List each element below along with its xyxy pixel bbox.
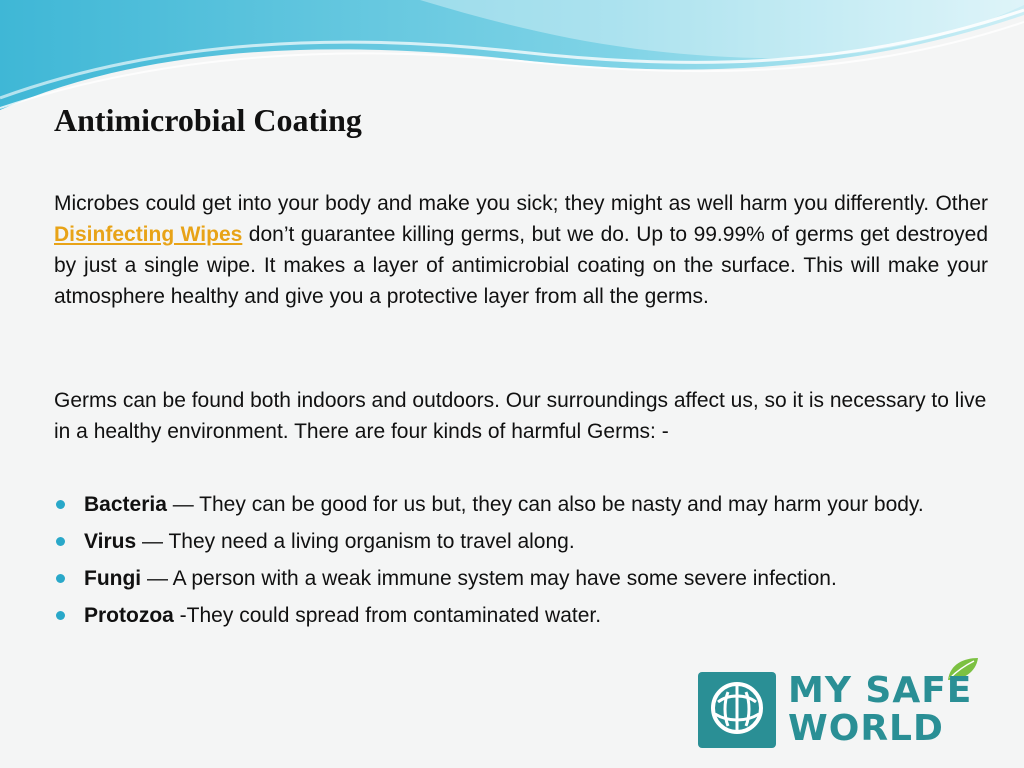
my-safe-world-logo (698, 656, 988, 748)
logo-text-line2: WORLD (788, 708, 944, 749)
intro-text-before: Microbes could get into your body and make you sick; they might as well harm you differently. Other (54, 192, 988, 215)
slide-title: Antimicrobial Coating (54, 102, 362, 138)
bullet-dot-icon (56, 500, 65, 509)
intro-paragraph (54, 188, 988, 312)
germ-desc: -They could spread from contaminated water. (173, 604, 602, 627)
germ-desc: — They need a living organism to travel along. (136, 530, 575, 553)
disinfecting-wipes-link[interactable]: Disinfecting Wipes (54, 223, 243, 246)
list-item-protozoa (54, 600, 988, 631)
germ-name: Protozoa (84, 604, 174, 627)
bullet-dot-icon (56, 537, 65, 546)
germ-desc: — A person with a weak immune system may have some severe infection. (141, 567, 837, 590)
germ-name: Virus (84, 530, 137, 553)
germs-paragraph: Germs can be found both indoors and outdoors. Our surroundings affect us, so it is necessary to live in a healthy environment. There are four kinds of harmful Germs: - (54, 389, 987, 443)
bullet-dot-icon (56, 611, 65, 620)
intro-text-after: don’t guarantee killing germs, but we do. Up to 99.99% of germs get destroyed by just a single wipe. It makes a layer of antimicrobial coating on the surface. This will make your atmosphere healthy and give you a protective layer from all the germs. (54, 223, 989, 308)
logo-text-line1: MY SAFE (788, 670, 973, 711)
list-item-fungi (54, 563, 988, 594)
germ-list (54, 489, 988, 637)
list-item-bacteria (54, 489, 988, 520)
germ-name: Fungi (84, 567, 142, 590)
germ-name: Bacteria (84, 493, 167, 516)
bullet-dot-icon (56, 574, 65, 583)
list-item-virus (54, 526, 988, 557)
shield-globe-icon (698, 672, 776, 748)
germ-desc: — They can be good for us but, they can also be nasty and may harm your body. (166, 493, 924, 516)
